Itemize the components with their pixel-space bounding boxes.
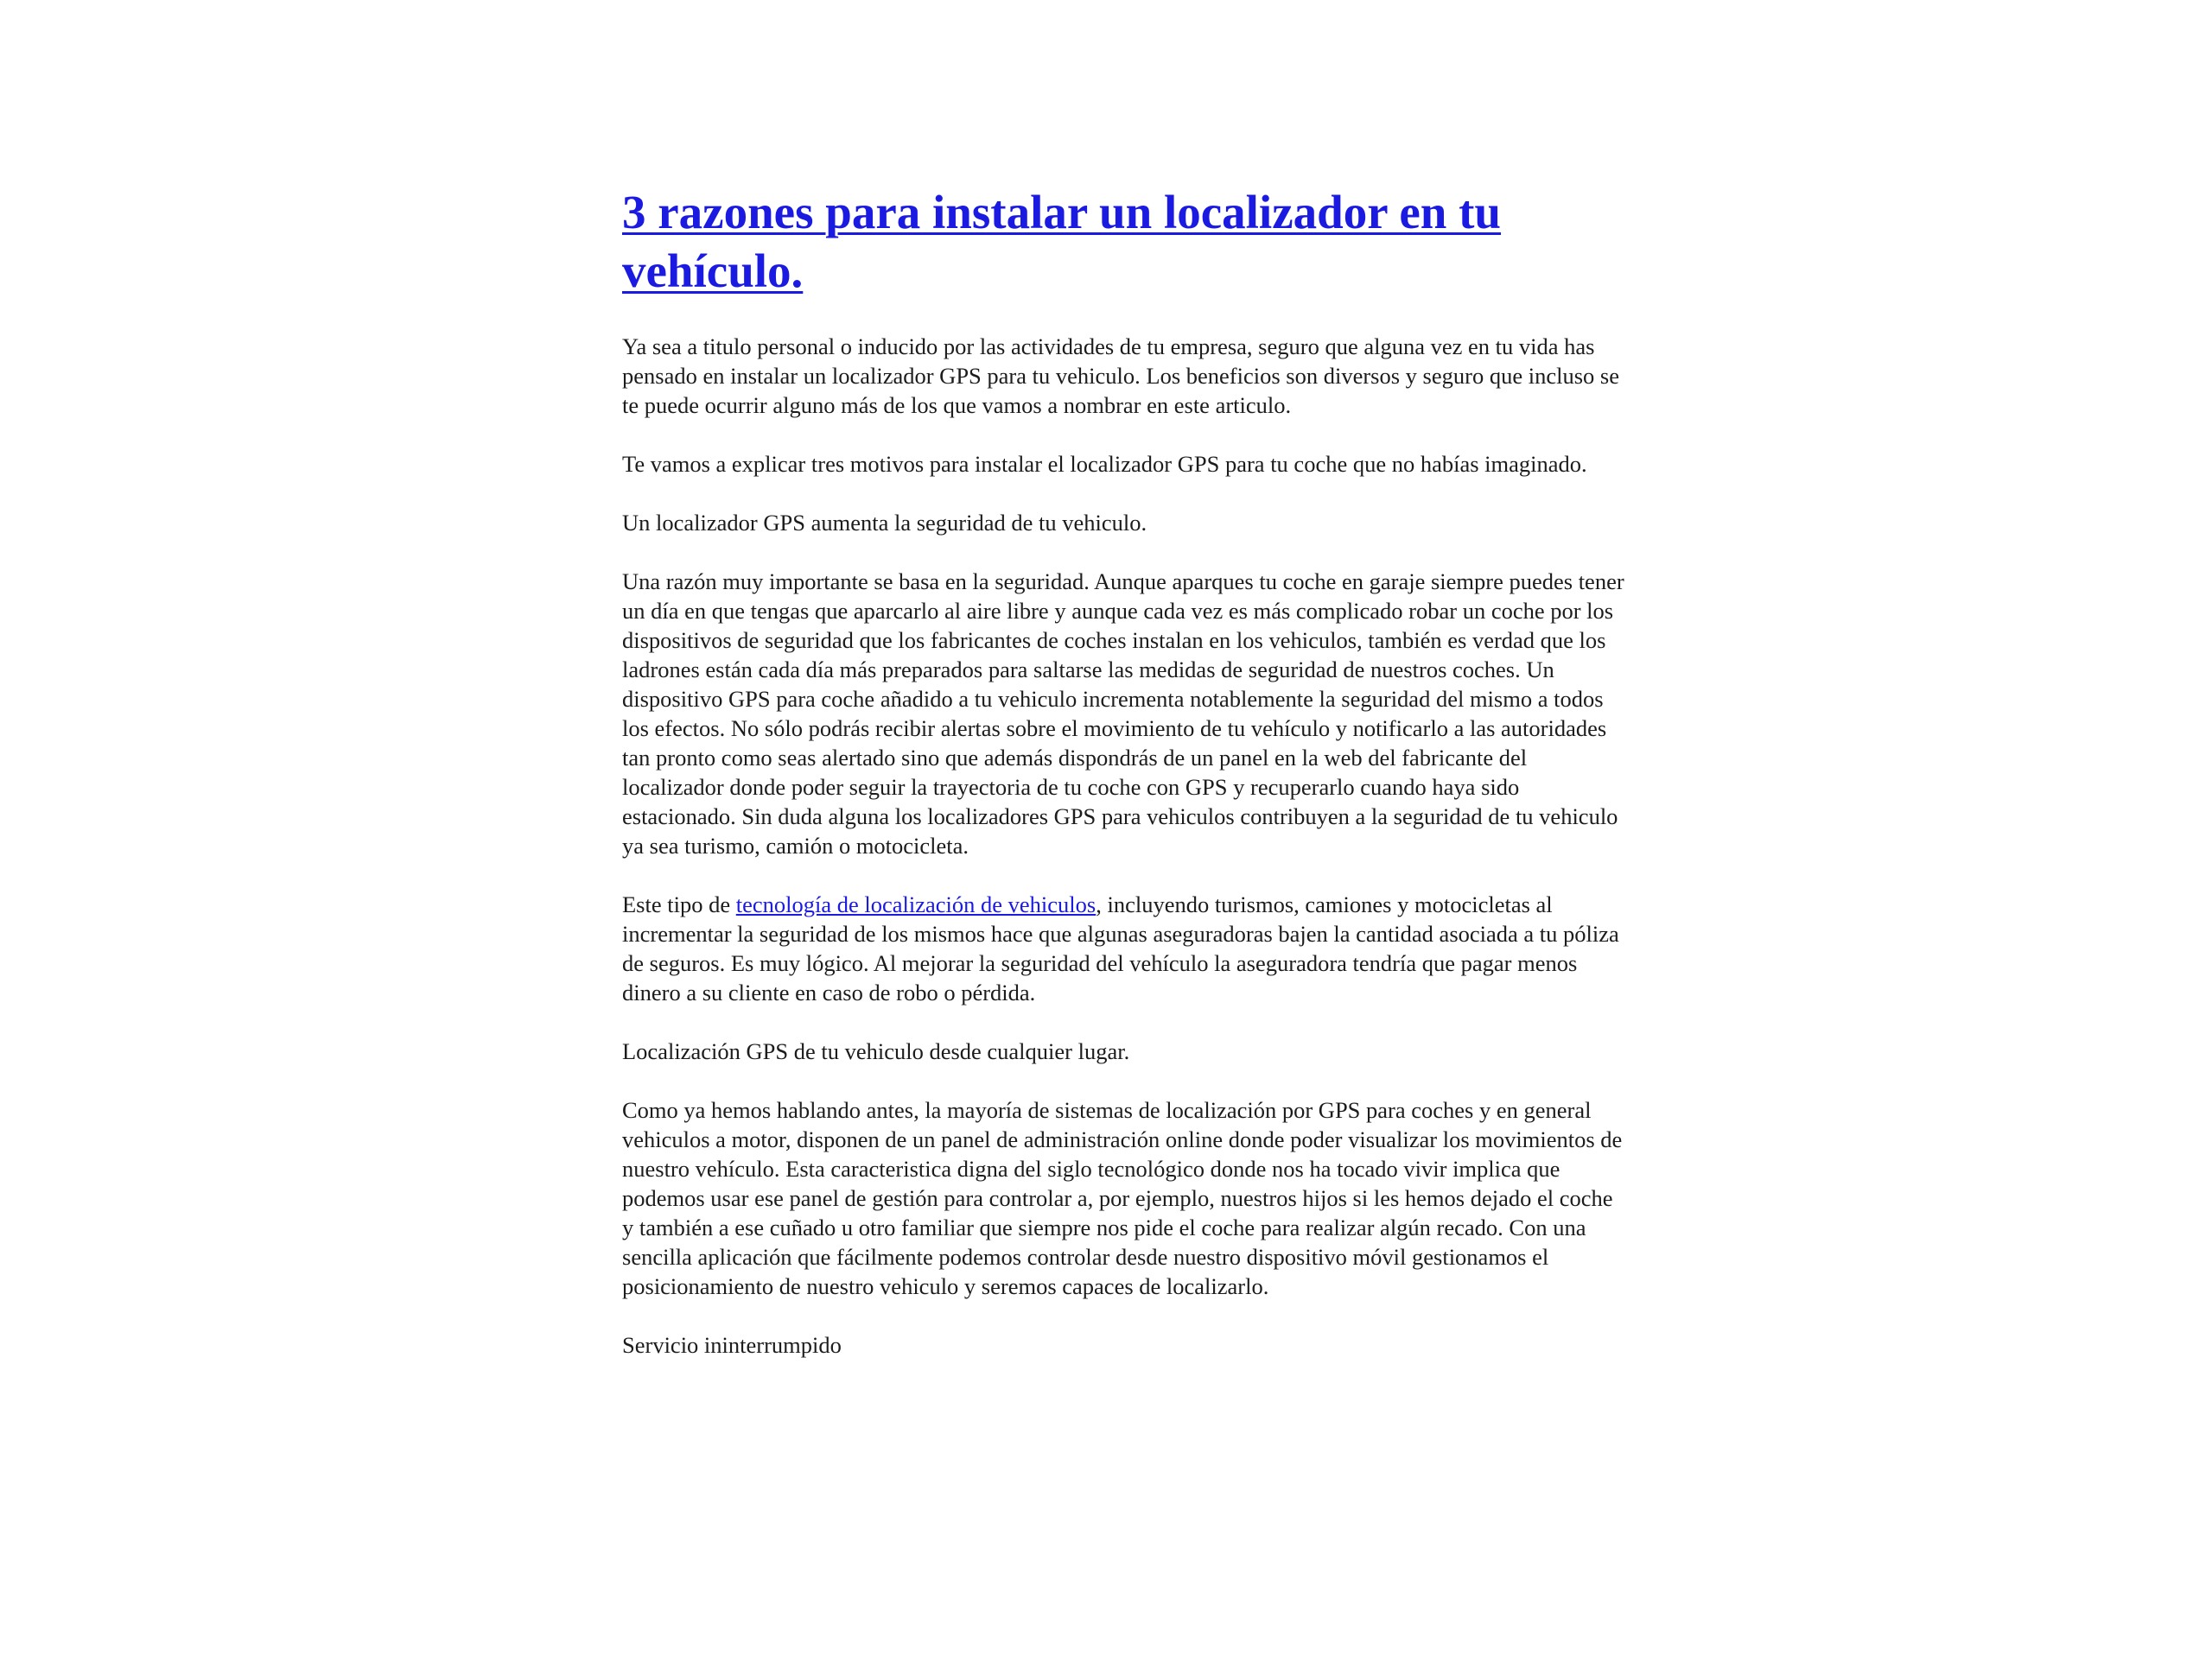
article-title-link[interactable]: 3 razones para instalar un localizador en tu vehículo. xyxy=(622,186,1502,297)
security-paragraph: Una razón muy importante se basa en la seguridad. Aunque aparques tu coche en garaje siempre puedes tener un día en que tengas que aparcarlo al aire libre y aunque cada vez es más complicado robar un coche por los dispositivos de seguridad que los fabricantes de coches instalan en los vehiculos, también es verdad que los ladrones están cada día más preparados para saltarse las medidas de seguridad de nuestros coches. Un dispositivo GPS para coche añadido a tu vehiculo incrementa notablemente la seguridad del mismo a todos los efectos. No sólo podrás recibir alertas sobre el movimiento de tu vehículo y notificarlo a las autoridades tan pronto como seas alertado sino que además dispondrás de un panel en la web del fabricante del localizador donde poder seguir la trayectoria de tu coche con GPS y recuperarlo cuando haya sido estacionado. Sin duda alguna los localizadores GPS para vehiculos contribuyen a la seguridad de tu vehiculo ya sea turismo, camión o motocicleta. xyxy=(622,568,1624,859)
article xyxy=(622,183,1624,1389)
article-title xyxy=(622,183,1624,301)
section-heading-security: Un localizador GPS aumenta la seguridad de tu vehiculo. xyxy=(622,510,1147,536)
motives-paragraph: Te vamos a explicar tres motivos para instalar el localizador GPS para tu coche que no habías imaginado. xyxy=(622,451,1587,477)
insurance-paragraph xyxy=(622,890,1624,1007)
insurance-suffix: , incluyendo turismos, camiones y motocicletas al incrementar la seguridad de los mismos hace que algunas aseguradoras bajen la cantidad asociada a tu póliza de seguros. Es muy lógico. Al mejorar la seguridad del vehículo la aseguradora tendría que pagar menos dinero a su cliente en caso de robo o pérdida. xyxy=(622,891,1619,1005)
section-heading-service: Servicio ininterrumpido xyxy=(622,1332,842,1358)
vehicle-tracking-technology-link[interactable]: tecnología de localización de vehiculos xyxy=(735,891,1096,917)
intro-paragraph: Ya sea a titulo personal o inducido por las actividades de tu empresa, seguro que alguna vez en tu vida has pensado en instalar un localizador GPS para tu vehiculo. Los beneficios son diversos y seguro que incluso se te puede ocurrir alguno más de los que vamos a nombrar en este articulo. xyxy=(622,333,1619,418)
insurance-prefix: Este tipo de xyxy=(622,891,736,917)
section-heading-location: Localización GPS de tu vehiculo desde cualquier lugar. xyxy=(622,1038,1130,1064)
location-paragraph: Como ya hemos hablando antes, la mayoría de sistemas de localización por GPS para coches y en general vehiculos a motor, disponen de un panel de administración online donde poder visualizar los movimientos de nuestro vehículo. Esta caracteristica digna del siglo tecnológico donde nos ha tocado vivir implica que podemos usar ese panel de gestión para controlar a, por ejemplo, nuestros hijos si les hemos dejado el coche y también a ese cuñado u otro familiar que siempre nos pide el coche para realizar algún recado. Con una sencilla aplicación que fácilmente podemos controlar desde nuestro dispositivo móvil gestionamos el posicionamiento de nuestro vehiculo y seremos capaces de localizarlo. xyxy=(622,1097,1623,1299)
